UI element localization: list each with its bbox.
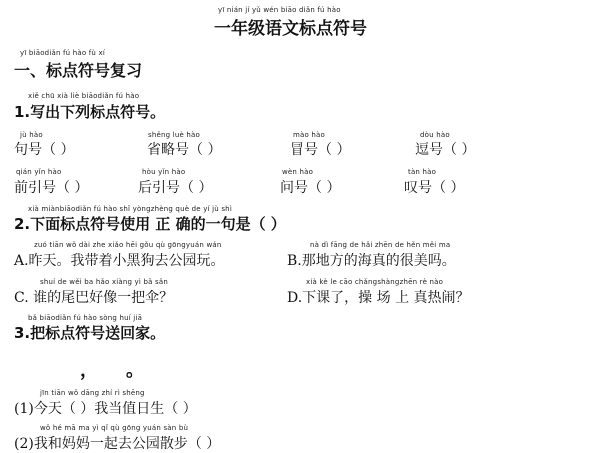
q2-option-c: C. 谁的尾巴好像一把伞？ [14,290,174,306]
q1-r1-i1-pinyin: jù hào [20,131,43,139]
q1-r1-i4: 逗号（ ） [415,142,476,158]
q1-heading: 1.写出下列标点符号。 [14,103,166,121]
q3-heading: 3.把标点符号送回家。 [14,324,166,342]
q1-r1-i1: 句号（ ） [14,142,75,158]
q1-r2-i2: 后引号（ ） [138,180,213,196]
q1-r1-i2-pinyin: shěng luè hào [148,131,201,139]
q1-r2-i1-pinyin: qián yǐn hào [16,168,62,176]
page-title: 一年级语文标点符号 [214,19,367,39]
q3-line1-pinyin: jīn tiān wǒ dāng zhí rì shēng [40,389,145,397]
q3-line2-pinyin: wǒ hé mā ma yì qǐ qù gōng yuán sàn bù [40,424,189,432]
section1-heading: 一、标点符号复习 [14,61,143,80]
q1-r2-i3: 问号（ ） [280,180,341,196]
q1-r1-i4-pinyin: dòu hào [420,131,450,139]
q2-option-c-pinyin: shuí de wěi ba hǎo xiàng yì bǎ sǎn [40,278,168,286]
q2-option-a: A.昨天。我带着小黑狗去公园玩。 [14,253,225,269]
q1-pinyin: xiě chū xià liè biāodiǎn fú hào [28,92,140,100]
q3-line2: (2)我和妈妈一起去公园散步（ ） [14,436,221,452]
q1-r2-i1: 前引号（ ） [14,180,89,196]
section1-pinyin: yī biāodiǎn fú hào fù xí [20,49,105,57]
q1-r2-i4-pinyin: tàn hào [408,168,437,176]
q3-line1: (1)今天（ ）我当值日生（ ） [14,401,197,417]
mark-period: 。 [126,360,144,381]
q2-heading: 2.下面标点符号使用 正 确的一句是（ ） [14,215,286,233]
q1-r2-i4: 叹号（ ） [404,180,465,196]
q2-option-b-pinyin: nà dì fāng de hǎi zhēn de hěn měi ma [310,241,451,249]
q3-pinyin: bǎ biāodiǎn fú hào sòng huí jiā [28,314,143,322]
title-pinyin: yī nián jí yǔ wén biāo diǎn fú hào [218,6,341,14]
mark-comma: ， [80,360,98,381]
q1-r2-i2-pinyin: hòu yǐn hào [142,168,186,176]
q1-r1-i2: 省略号（ ） [147,142,222,158]
q2-option-b: B.那地方的海真的很美吗。 [287,253,456,269]
q1-r1-i3: 冒号（ ） [290,142,351,158]
q2-pinyin: xià miànbiāodiǎn fú hào shǐ yòngzhèng què de yí jù shì [28,205,232,213]
q2-option-d: D.下课了，操 场 上 真热闹？ [287,290,470,306]
q2-option-d-pinyin: xià kè le cāo chǎngshàngzhēn rè nào [306,278,444,286]
q1-r2-i3-pinyin: wèn hào [282,168,314,176]
q1-r1-i3-pinyin: mào hào [293,131,326,139]
q2-option-a-pinyin: zuó tiān wǒ dài zhe xiǎo hēi gǒu qù gōngyuán wán [34,241,222,249]
